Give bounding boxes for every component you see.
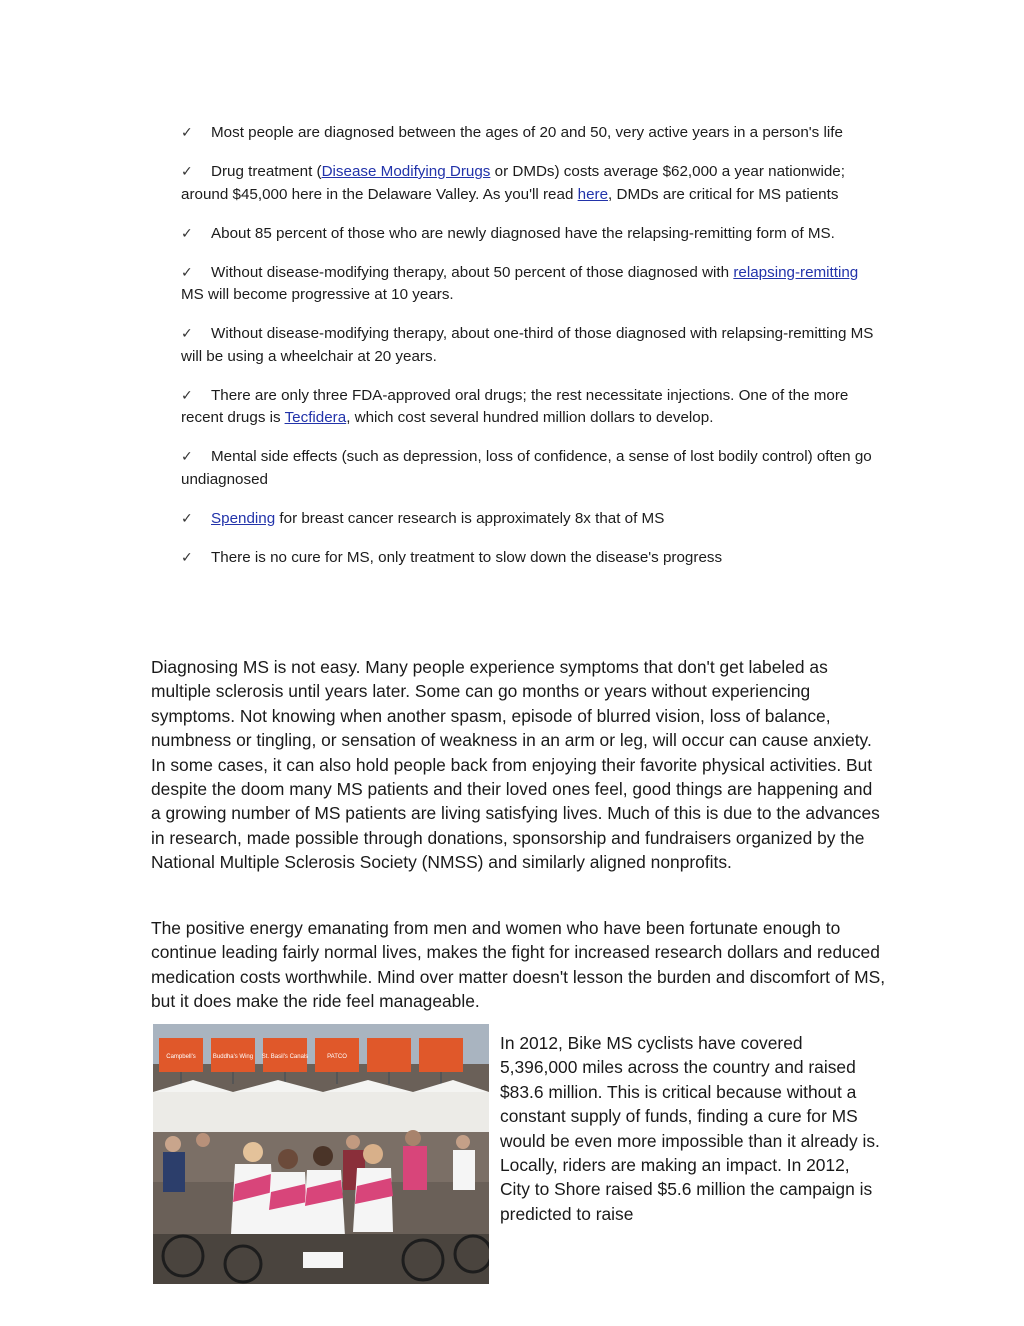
banner-pole — [336, 1072, 338, 1084]
bullet-text: , DMDs are critical for MS patients — [608, 185, 839, 203]
checkmark-icon: ✓ — [181, 387, 193, 404]
person-body — [163, 1152, 185, 1192]
inline-link[interactable]: Disease Modifying Drugs — [321, 163, 491, 180]
checkmark-icon: ✓ — [181, 549, 193, 566]
person-head — [456, 1135, 470, 1149]
bullet-text: There is no cure for MS, only treatment to slow down the disease's progress — [211, 548, 723, 566]
bullet-text: Without disease-modifying therapy, about one-third of those diagnosed with relapsing-remitting MS will be using a wheelchair at 20 years. — [181, 325, 874, 365]
paragraph-positive-energy: The positive energy emanating from men and women who have been fortunate enough to continue leading fairly normal lives, makes the fight for increased research dollars and reduced medication costs worthwhile. Mind over matter doesn't lesson the burden and discomfort of MS, but it does make the ride feel manageable. — [151, 918, 886, 1012]
fact-bullet — [181, 446, 881, 491]
banner-pole — [440, 1072, 442, 1084]
bullet-text: or DMDs) costs average $62,000 a year nationwide; around $45,000 here in the Delaware Valley. As you'll read — [181, 163, 845, 203]
checkmark-icon: ✓ — [181, 225, 193, 242]
paragraph-diagnosis: Diagnosing MS is not easy. Many people experience symptoms that don't get labeled as multiple sclerosis until years later. Some can go months or years without experiencing symptoms. Not knowing when another spasm, episode of blurred vision, loss of balance, numbness or tingling, or sensation of weakness in an arm or leg, will occur can cause anxiety. In some cases, it can also hold people back from enjoying their favorite physical activities. But despite the doom many MS patients and their loved ones feel, good things are happening and a growing number of MS patients are living satisfying lives. Much of this is due to the advances in research, made possible through donations, sponsorship and fundraisers organized by the National Multiple Sclerosis Society (NMSS) and similarly aligned nonprofits. — [151, 657, 880, 873]
photo-banner-label: Buddha's Wing — [212, 1054, 254, 1060]
checkmark-icon: ✓ — [181, 125, 193, 141]
fact-bullet — [181, 223, 881, 246]
fact-bullet — [181, 161, 881, 206]
bullet-text: About 85 percent of those who are newly diagnosed have the relapsing-remitting form of MS. — [211, 224, 835, 242]
cyclist-head — [278, 1149, 298, 1169]
photo-tents — [153, 1092, 489, 1132]
person-head — [405, 1130, 421, 1146]
person-body — [403, 1146, 427, 1190]
fact-bullet — [181, 122, 881, 145]
photo-banner-label: St. Basil's Canals — [261, 1054, 309, 1060]
fact-bullet-list — [181, 122, 881, 586]
person-head — [346, 1135, 360, 1149]
inline-link[interactable]: relapsing-remitting — [733, 263, 859, 281]
photo-banner-label: PATCO — [327, 1054, 347, 1060]
photo-banner-label: Campbell's — [166, 1054, 196, 1060]
bullet-text: Mental side effects (such as depression, loss of confidence, a sense of lost bodily control) often go undiagnosed — [181, 448, 872, 488]
photo-banner-sign — [367, 1038, 411, 1072]
checkmark-icon: ✓ — [181, 264, 193, 281]
cyclist-head — [313, 1146, 333, 1166]
bike-ms-photo — [153, 1024, 489, 1284]
cyclist-head — [363, 1144, 383, 1164]
bullet-text: There are only three FDA-approved oral drugs; the rest necessitate injections. One of the more recent drugs is — [181, 386, 849, 426]
bullet-text: Drug treatment ( — [211, 163, 322, 180]
checkmark-icon: ✓ — [181, 326, 193, 342]
race-bib — [303, 1252, 343, 1268]
bike-ms-cyclists-image — [153, 1024, 489, 1284]
person-head — [165, 1136, 181, 1152]
checkmark-icon: ✓ — [181, 164, 193, 180]
inline-link[interactable]: Spending — [211, 509, 276, 527]
inline-link[interactable]: here — [577, 185, 609, 203]
banner-pole — [388, 1072, 390, 1084]
banner-pole — [180, 1072, 182, 1084]
bullet-text: MS will become progressive at 10 years. — [181, 286, 454, 303]
fact-bullet — [181, 262, 881, 307]
paragraph-bike-ms-stats: In 2012, Bike MS cyclists have covered 5,396,000 miles across the country and raised $83.6 million. This is critical because without a constant supply of funds, finding a cure for MS would be even more impossible than it already is. Locally, riders are making an impact. In 2012, City to Shore raised $5.6 million the campaign is predicted to raise — [500, 1033, 880, 1224]
bullet-text: for breast cancer research is approximately 8x that of MS — [275, 509, 665, 527]
fact-bullet — [181, 508, 881, 531]
photo-banner-sign — [419, 1038, 463, 1072]
banner-pole — [232, 1072, 234, 1084]
bullet-text: Without disease-modifying therapy, about 50 percent of those diagnosed with — [211, 263, 734, 281]
bullet-text: Most people are diagnosed between the ages of 20 and 50, very active years in a person's life — [211, 124, 843, 141]
person-body — [453, 1150, 475, 1190]
checkmark-icon: ✓ — [181, 510, 193, 527]
fact-bullet — [181, 385, 881, 430]
checkmark-icon: ✓ — [181, 449, 193, 465]
inline-link[interactable]: Tecfidera — [284, 409, 347, 426]
fact-bullet — [181, 323, 881, 368]
person-head — [196, 1133, 210, 1147]
bullet-text: , which cost several hundred million dollars to develop. — [346, 409, 714, 426]
fact-bullet — [181, 547, 881, 570]
cyclist-head — [243, 1142, 263, 1162]
